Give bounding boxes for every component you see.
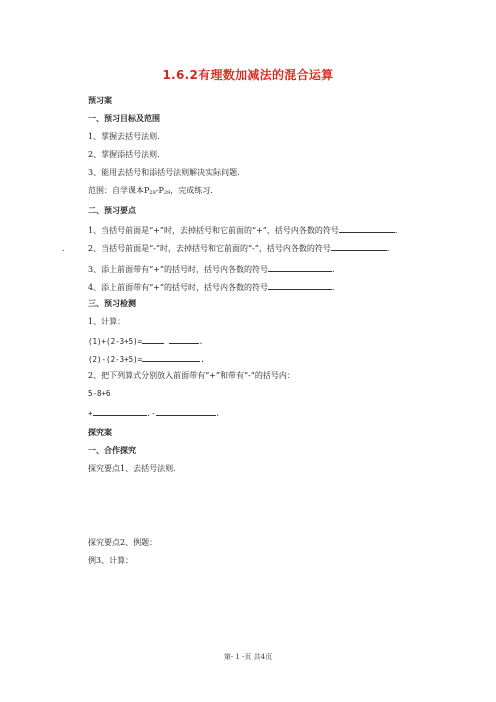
scope-page-end: 29 [163,190,171,196]
key-point-4-text: 4、添上前面带有“+”的括号时，括号内各数的符号 [88,283,268,292]
answer-blank[interactable] [339,224,395,233]
scope-line [88,186,213,198]
answer-blank[interactable] [142,353,200,362]
check-q2: 2、把下列算式分别放入前面带有“+”和带有“-”的括号内： [88,371,295,380]
answer-blank[interactable] [331,242,387,251]
check-q1: 1、计算： [88,317,126,326]
period: . [386,244,390,253]
explore-heading: 探究案 [88,428,112,437]
minus-sign: .- [146,409,156,418]
example-3: 例3、计算： [88,556,134,565]
period: . [331,283,335,292]
answer-blank[interactable] [268,263,332,272]
section2-heading: 二、预习要点 [88,206,136,215]
explore-point-1: 探究要点1、去括号法则. [88,464,176,473]
scope-suffix: ，完成练习. [170,186,213,195]
key-point-3 [88,263,335,275]
section1-heading: 一、预习目标及范围 [88,114,160,123]
goal-item-3: 3、能用去括号和添括号法则解决实际问题. [88,168,240,177]
preview-heading: 预习案 [88,96,112,105]
goal-item-2: 2、掌握添括号法则. [88,150,160,159]
goal-item-1: 1、掌握去括号法则. [88,132,160,141]
stray-dot: . [62,244,65,253]
period: . [198,337,204,346]
check-q2-expr: 5-8+6 [88,389,111,398]
period: . [394,226,398,235]
period: . [331,265,335,274]
key-point-2 [88,242,389,254]
period: . [200,355,205,364]
q1a-expr: (1)+(2-3+5)= [88,337,143,346]
key-point-1 [88,224,397,236]
key-point-4 [88,281,335,293]
answer-blank[interactable] [156,407,216,416]
key-point-3-text: 3、添上前面带有“+”的括号时，括号内各数的符号 [88,265,268,274]
explore-point-2: 探究要点2、例题： [88,538,158,547]
answer-blank[interactable] [268,281,332,290]
check-q2-answer [88,407,220,419]
page-title: 1.6.2有理数加减法的混合运算 [162,68,334,82]
key-point-2-text: 2、当括号前面是“-”时，去掉括号和它前面的“-”，括号内各数的符号 [88,244,331,253]
answer-blank[interactable] [142,335,164,344]
check-q1a [88,335,203,347]
plus-sign: + [88,409,93,418]
page-footer: 第- 1 -页 共4页 [223,653,273,661]
check-q1b [88,353,205,365]
answer-blank[interactable] [93,407,147,416]
explore-section1-heading: 一、合作探究 [88,446,136,455]
answer-blank[interactable] [169,335,199,344]
scope-prefix: 范围：自学课本P [88,186,150,195]
q1b-expr: (2)-(2-3+5)= [88,355,143,364]
scope-page-start: 28 [149,190,156,196]
period: . [215,409,221,418]
scope-mid: -P [155,186,164,195]
section3-heading: 三、预习检测 [88,299,136,308]
key-point-1-text: 1、当括号前面是“+”时，去掉括号和它前面的“+”，括号内各数的符号 [88,226,339,235]
